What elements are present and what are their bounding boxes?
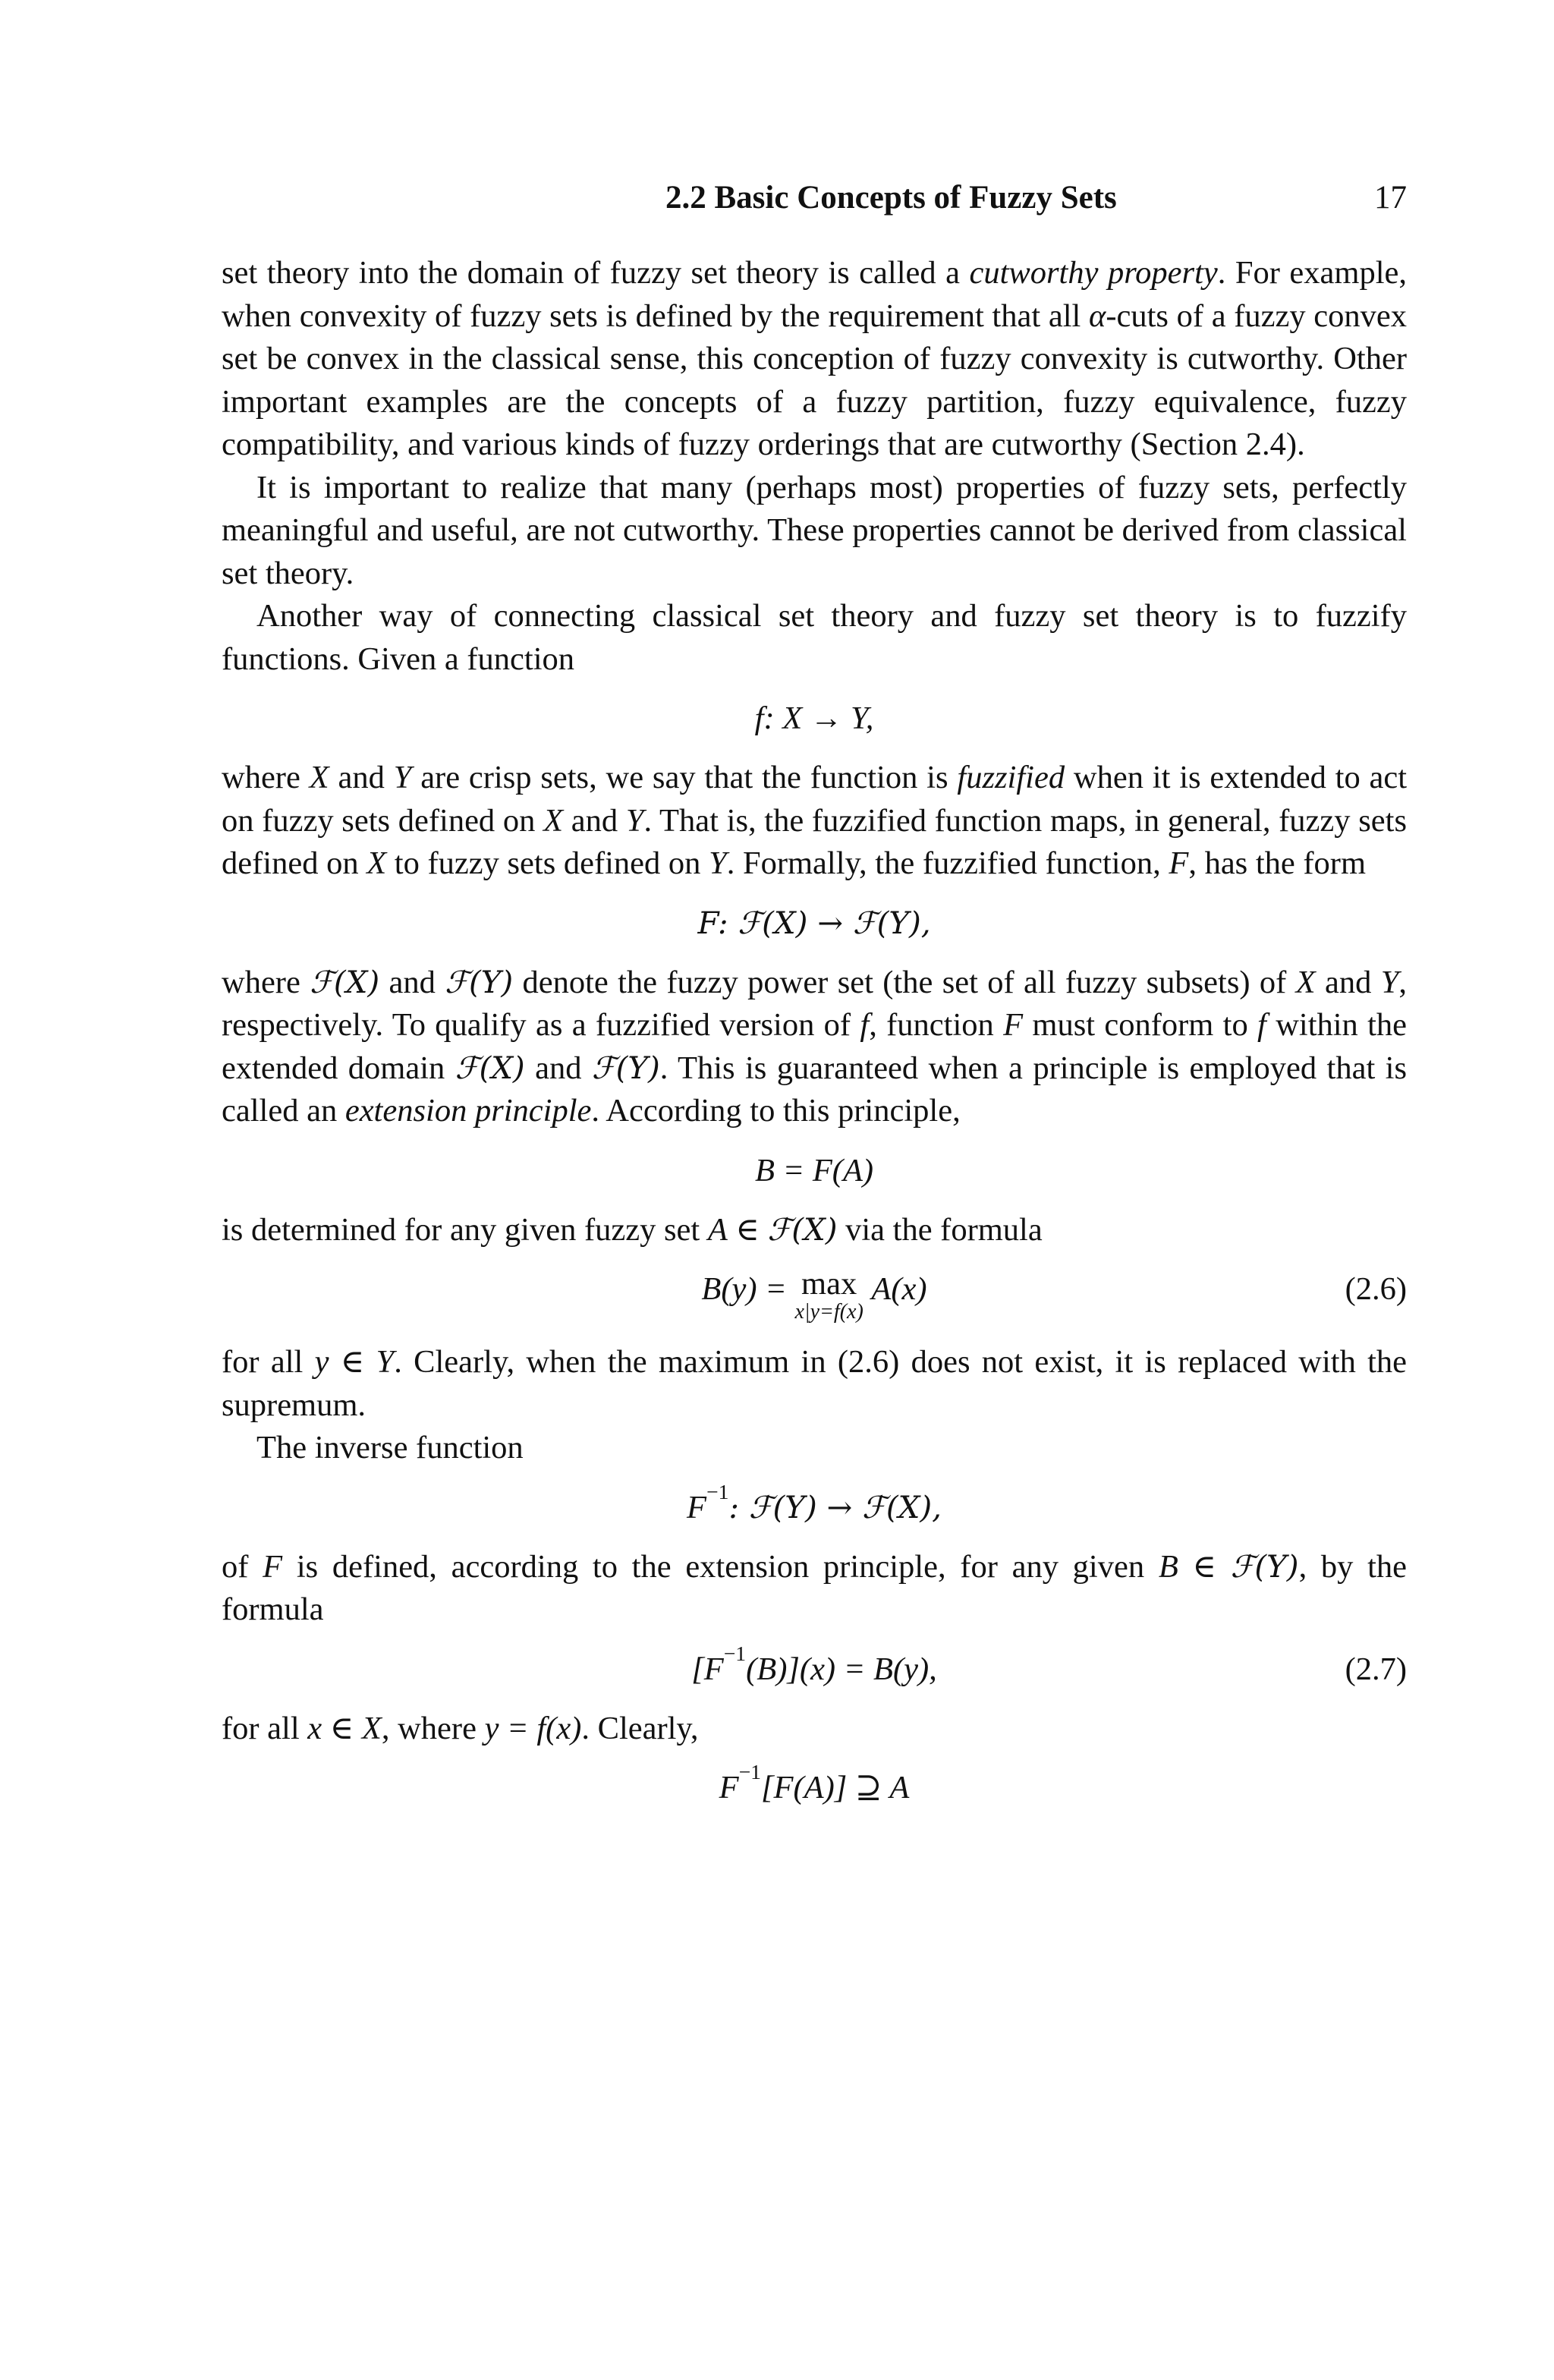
body-text: [222, 252, 1407, 1811]
text: to fuzzy sets defined on: [394, 845, 701, 881]
text: and: [338, 760, 385, 795]
math-var: A: [707, 1211, 728, 1248]
superscript: −1: [723, 1641, 747, 1665]
math-var: Y: [709, 845, 727, 881]
math-var: B: [1158, 1548, 1178, 1585]
text: . According to this principle,: [591, 1093, 961, 1129]
paragraph-4: [222, 757, 1407, 886]
paragraph-5: [222, 962, 1407, 1133]
math-var: Y: [1380, 964, 1399, 1000]
term-fuzzified: fuzzified: [957, 760, 1065, 795]
math-var: ℱ(X): [455, 1050, 525, 1086]
math-var: X: [543, 802, 564, 839]
math-var: ℱ(Y): [1230, 1548, 1299, 1585]
math-var: Y: [376, 1344, 395, 1380]
text: . Formally, the fuzzified function,: [726, 845, 1161, 881]
running-head: [222, 172, 1407, 225]
equation-text: f: X → Y,: [754, 700, 874, 736]
math-var: x: [307, 1710, 322, 1746]
equation-text: [F: [691, 1651, 724, 1687]
math-symbol: ∈: [735, 1211, 760, 1248]
text: and: [388, 964, 436, 1000]
paragraph-3: Another way of connecting classical set theory and fuzzy set theory is to fuzzify functions. Given a function: [222, 598, 1407, 677]
text: when it is extended to act on fuzzy sets defined on: [222, 760, 1408, 839]
math-var: X: [309, 760, 329, 795]
section-title: 2.2 Basic Concepts of Fuzzy Sets: [665, 180, 1117, 216]
equation-number: (2.6): [1345, 1271, 1407, 1307]
text: . This is guaranteed when a principle is employed that is called an: [222, 1050, 1408, 1129]
paragraph-7: [222, 1341, 1407, 1427]
text: where: [222, 964, 300, 1000]
equation-fuzzified-function: [222, 901, 1407, 946]
paragraph-10: [222, 1708, 1407, 1751]
text: is determined for any given fuzzy set: [222, 1211, 700, 1248]
math-var: F: [1169, 845, 1189, 881]
text: for all: [222, 1710, 300, 1746]
math-symbol: ∈: [329, 1710, 354, 1746]
text: . For example, when convexity of fuzzy sets is defined by the requirement that all: [222, 255, 1408, 334]
text: , has the form: [1188, 845, 1367, 881]
text: . That is, the fuzzified function maps, in general, fuzzy sets defined on: [222, 802, 1407, 881]
paragraph-9: [222, 1546, 1407, 1632]
text: and: [571, 802, 618, 839]
max-operator: [794, 1267, 863, 1323]
operator-subscript: x|y=f(x): [794, 1300, 864, 1324]
alpha-symbol: α: [1089, 298, 1106, 334]
text: denote the fuzzy power set (the set of all fuzzy subsets) of: [522, 964, 1287, 1000]
equation-text: (B)](x) = B(y),: [746, 1651, 937, 1687]
operator-label: max: [801, 1266, 857, 1302]
term-extension-principle: extension principle: [344, 1093, 592, 1129]
math-var: ℱ(X): [767, 1211, 838, 1248]
text: within the extended domain: [222, 1007, 1408, 1086]
math-var: F: [263, 1548, 283, 1585]
page-number: 17: [1374, 180, 1407, 216]
math-var: F: [1003, 1007, 1024, 1043]
math-symbol: ∈: [340, 1344, 365, 1380]
math-var: X: [361, 1710, 382, 1746]
math-var: ℱ(X): [310, 964, 380, 1000]
equation-2-6: [222, 1267, 1407, 1323]
equation-inverse-function: [222, 1479, 1407, 1531]
math-symbol: ∈: [1192, 1548, 1216, 1585]
equation-b-equals-fa: [222, 1148, 1407, 1194]
equation-text: [F(A)] ⊇ A: [761, 1770, 910, 1805]
math-var: X: [1295, 964, 1316, 1000]
text: and: [1325, 964, 1372, 1000]
equation-text: : ℱ(Y) → ℱ(X),: [728, 1489, 942, 1525]
text: and: [535, 1050, 582, 1086]
superscript: −1: [706, 1479, 729, 1503]
paragraph-6: [222, 1209, 1407, 1252]
equation-number: (2.7): [1345, 1651, 1407, 1687]
equation-lhs: B(y) =: [701, 1271, 787, 1307]
math-inline: y = f(x): [484, 1710, 582, 1746]
math-var: X: [366, 845, 387, 881]
text: set theory into the domain of fuzzy set theory is called a: [222, 255, 960, 291]
math-var: f: [860, 1007, 870, 1043]
text: is defined, according to the extension principle, for any given: [296, 1548, 1145, 1585]
math-var: Y: [393, 760, 412, 795]
paragraph-1: [222, 252, 1407, 467]
math-var: y: [314, 1344, 329, 1380]
math-var: ℱ(Y): [591, 1050, 660, 1086]
paragraph-2: It is important to realize that many (perhaps most) properties of fuzzy sets, perfectly meaningful and useful, are not cutworthy. These properties cannot be derived from classical set theory.: [222, 469, 1407, 591]
equation-text: F: [687, 1489, 707, 1525]
text: . Clearly, when the maximum in (2.6) does not exist, it is replaced with the supremum.: [222, 1344, 1408, 1423]
text: of: [222, 1548, 249, 1585]
equation-2-7: [222, 1641, 1407, 1692]
text: , respectively. To qualify as a fuzzified version of: [222, 964, 1407, 1043]
math-var: ℱ(Y): [445, 964, 514, 1000]
text: via the formula: [845, 1211, 1043, 1248]
text: . Clearly,: [581, 1710, 699, 1746]
text: are crisp sets, we say that the function is: [420, 760, 948, 795]
math-var: f: [1257, 1007, 1266, 1043]
paragraph-8: The inverse function: [256, 1430, 524, 1465]
equation-rhs: A(x): [871, 1271, 927, 1307]
superscript: −1: [738, 1760, 761, 1784]
text: , function: [869, 1007, 994, 1043]
term-cutworthy-property: cutworthy property: [969, 255, 1218, 291]
text: where: [222, 760, 300, 795]
equation-text: F: [719, 1770, 739, 1805]
text: must conform to: [1032, 1007, 1248, 1043]
equation-inverse-superset: [222, 1760, 1407, 1811]
text: for all: [222, 1344, 304, 1380]
equation-function: [222, 696, 1407, 741]
equation-text: F: ℱ(X) → ℱ(Y),: [697, 905, 931, 941]
text: , where: [381, 1710, 477, 1746]
equation-text: B = F(A): [754, 1152, 874, 1188]
math-var: Y: [625, 802, 644, 839]
page: [222, 172, 1407, 1826]
text: , by the formula: [222, 1548, 1408, 1627]
text: -cuts of a fuzzy convex set be convex in the classical sense, this conception of fuzzy convexity is cutworthy. Other important examples are the concepts of a fuzzy partition, fuzzy equivalence, fuzzy compatibility, and various kinds of fuzzy orderings that are cutworthy (Section 2.4).: [222, 298, 1408, 462]
